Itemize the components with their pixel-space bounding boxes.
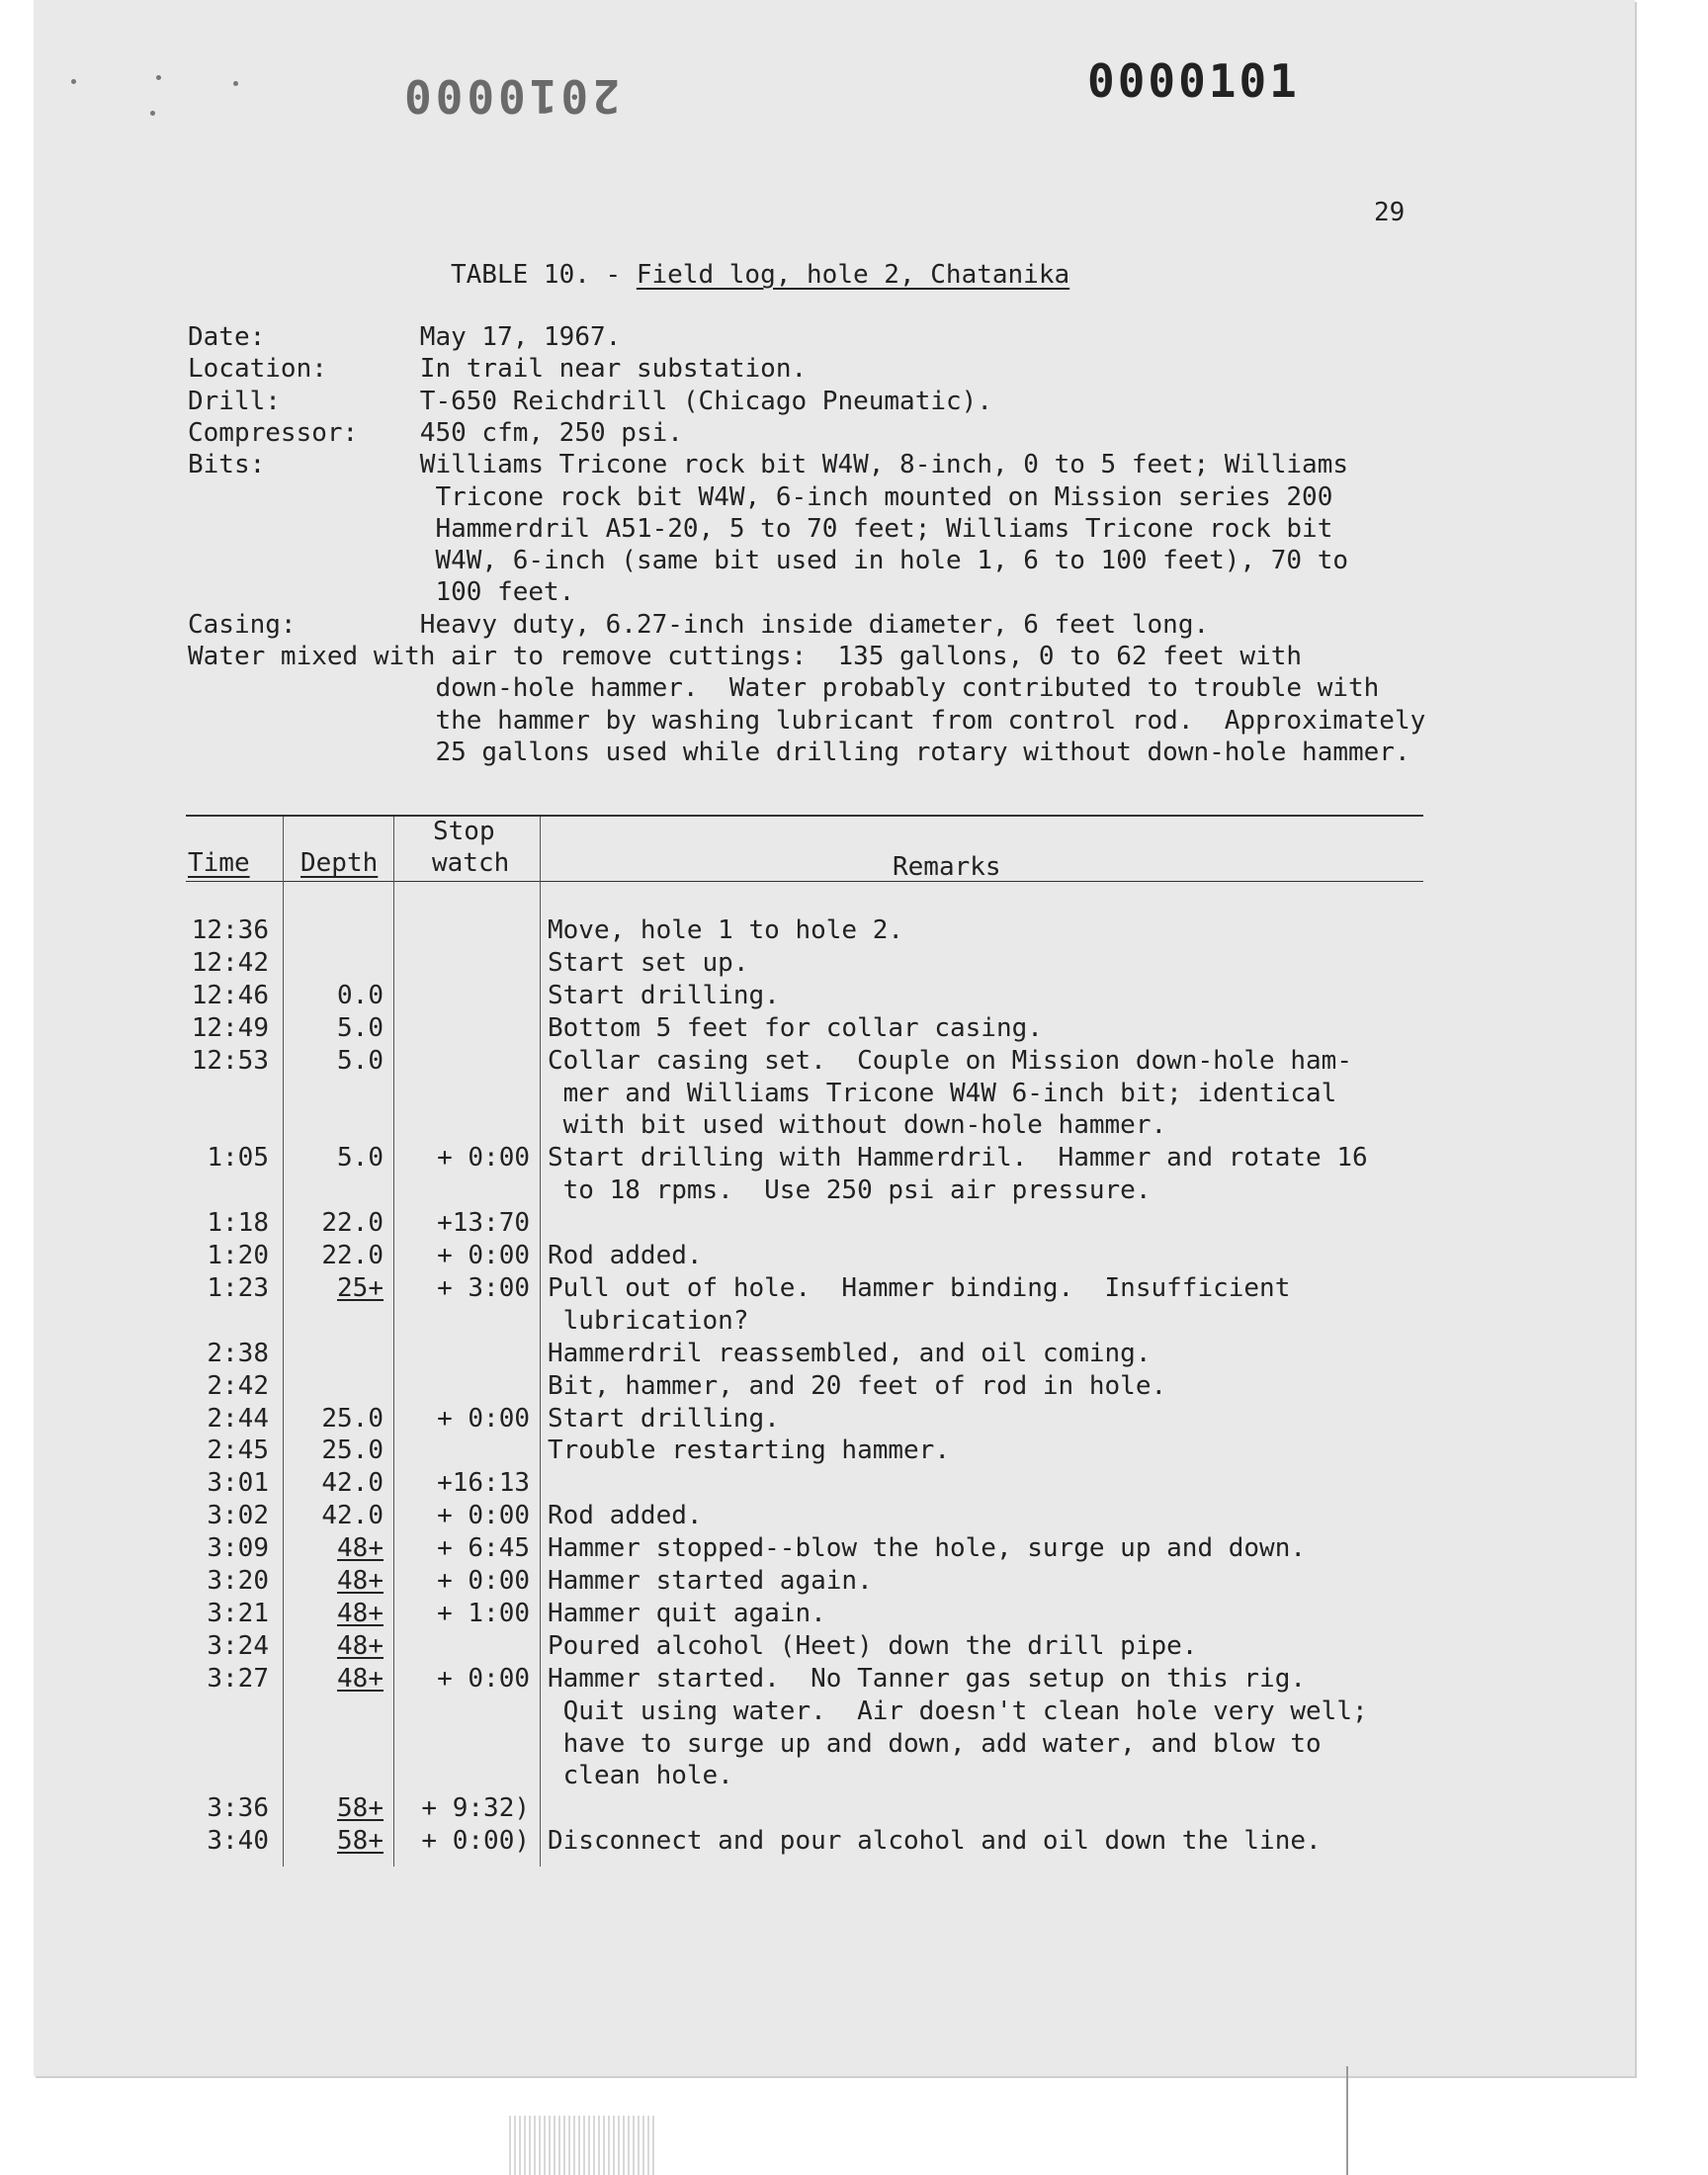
header-depth: Depth (300, 848, 379, 878)
time-cell: 1:18 (207, 1208, 269, 1239)
stopwatch-cell: +16:13 (437, 1468, 530, 1499)
header-line: W4W, 6-inch (same bit used in hole 1, 6 to 100 feet), 70 to (188, 546, 1348, 576)
time-cell: 1:23 (207, 1272, 269, 1303)
table-row (0, 1143, 1708, 1175)
remark-cell: Hammer started. No Tanner gas setup on this rig. (548, 1663, 1307, 1694)
table-title-prefix: TABLE 10. - (451, 260, 637, 290)
table-row (0, 1013, 1708, 1046)
header-line: down-hole hammer. Water probably contributed to trouble with (188, 673, 1380, 704)
table-row (0, 1793, 1708, 1826)
remark-cell: Bit, hammer, and 20 feet of rod in hole. (548, 1370, 1167, 1401)
time-cell: 3:20 (207, 1566, 269, 1596)
time-cell: 12:46 (191, 980, 269, 1010)
depth-cell: 0.0 (337, 980, 384, 1010)
page-number: 29 (1374, 198, 1406, 227)
remark-cell: Bottom 5 feet for collar casing. (548, 1012, 1043, 1043)
stopwatch-cell: + 9:32) (421, 1793, 530, 1824)
depth-cell: 5.0 (337, 1143, 384, 1174)
speck (156, 75, 161, 80)
time-cell: 3:24 (207, 1630, 269, 1661)
remark-cell: with bit used without down-hole hammer. (548, 1110, 1167, 1141)
header-line: 100 feet. (188, 577, 575, 608)
depth-cell: 25+ (337, 1272, 384, 1303)
stopwatch-cell: + 3:00 (437, 1272, 530, 1303)
table-row (0, 1664, 1708, 1696)
stopwatch-cell: + 0:00 (437, 1143, 530, 1174)
time-cell: 1:05 (207, 1143, 269, 1174)
header-line: Tricone rock bit W4W, 6-inch mounted on Mission series 200 (188, 481, 1333, 512)
header-line: 25 gallons used while drilling rotary without down-hole hammer. (188, 737, 1410, 767)
remark-cell: Poured alcohol (Heet) down the drill pipe. (548, 1630, 1198, 1661)
header-line: Compressor: 450 cfm, 250 psi. (188, 417, 683, 448)
table-row (0, 1729, 1708, 1762)
time-cell: 12:53 (191, 1045, 269, 1076)
table-row (0, 1468, 1708, 1501)
time-cell: 2:38 (207, 1338, 269, 1368)
document-number-stamp: 0000101 (1087, 54, 1300, 108)
stopwatch-cell: + 0:00 (437, 1566, 530, 1596)
header-time: Time (188, 848, 250, 878)
remark-cell: Rod added. (548, 1241, 703, 1270)
table-row (0, 1761, 1708, 1793)
time-cell: 12:49 (191, 1012, 269, 1043)
stopwatch-cell: +13:70 (437, 1208, 530, 1239)
remark-cell: Start drilling. (548, 980, 780, 1010)
header-line: Bits: Williams Tricone rock bit W4W, 8-inch, 0 to 5 feet; Williams (188, 450, 1348, 480)
remark-cell: Rod added. (548, 1501, 703, 1531)
table-title (451, 260, 1069, 290)
table-row (0, 1404, 1708, 1436)
table-row (0, 1079, 1708, 1111)
time-cell: 12:42 (191, 947, 269, 978)
header-line: Date: May 17, 1967. (188, 322, 622, 352)
remark-cell: Start drilling. (548, 1403, 780, 1434)
time-cell: 2:44 (207, 1403, 269, 1434)
table-row (0, 1826, 1708, 1859)
remark-cell: Hammerdril reassembled, and oil coming. (548, 1338, 1152, 1368)
time-cell: 1:20 (207, 1241, 269, 1270)
stopwatch-cell: + 0:00 (437, 1241, 530, 1270)
table-row (0, 948, 1708, 981)
table-row (0, 1306, 1708, 1339)
depth-cell: 58+ (337, 1793, 384, 1824)
header-line: Casing: Heavy duty, 6.27-inch inside diameter, 6 feet long. (188, 609, 1210, 640)
table-title-text: Field log, hole 2, Chatanika (636, 260, 1070, 290)
time-cell: 3:01 (207, 1468, 269, 1499)
depth-cell: 22.0 (321, 1208, 384, 1239)
depth-cell: 25.0 (321, 1436, 384, 1466)
depth-cell: 48+ (337, 1630, 384, 1661)
header-remarks: Remarks (893, 852, 1001, 882)
table-row (0, 1696, 1708, 1729)
header-line: the hammer by washing lubricant from control rod. Approximately (188, 705, 1426, 736)
remark-cell: Collar casing set. Couple on Mission down-hole ham- (548, 1045, 1352, 1076)
header-line: Location: In trail near substation. (188, 354, 808, 385)
table-row (0, 1599, 1708, 1631)
depth-cell: 5.0 (337, 1012, 384, 1043)
table-row (0, 1046, 1708, 1079)
scan-edge-line (1346, 2066, 1348, 2175)
depth-cell: 48+ (337, 1663, 384, 1694)
remark-cell: Hammer quit again. (548, 1598, 826, 1628)
depth-cell: 58+ (337, 1826, 384, 1857)
remark-cell: Quit using water. Air doesn't clean hole very well; (548, 1696, 1368, 1726)
table-row (0, 1371, 1708, 1404)
depth-cell: 48+ (337, 1598, 384, 1628)
table-row (0, 1566, 1708, 1599)
stopwatch-cell: + 0:00 (437, 1663, 530, 1694)
depth-cell: 42.0 (321, 1501, 384, 1531)
table-row (0, 1501, 1708, 1533)
table-row (0, 915, 1708, 948)
remark-cell: Start set up. (548, 947, 749, 978)
table-row (0, 1533, 1708, 1566)
table-row (0, 981, 1708, 1013)
stopwatch-cell: + 0:00 (437, 1403, 530, 1434)
depth-cell: 48+ (337, 1533, 384, 1564)
remark-cell: Disconnect and pour alcohol and oil down the line. (548, 1826, 1322, 1857)
mirrored-stamp: 2010000 (400, 69, 620, 123)
table-row (0, 1339, 1708, 1371)
speck (233, 81, 238, 86)
speck (150, 111, 155, 116)
depth-cell: 5.0 (337, 1045, 384, 1076)
table-row (0, 1175, 1708, 1208)
time-cell: 3:36 (207, 1793, 269, 1824)
remark-cell: Hammer stopped--blow the hole, surge up and down. (548, 1533, 1307, 1564)
depth-cell: 25.0 (321, 1403, 384, 1434)
remark-cell: mer and Williams Tricone W4W 6-inch bit; identical (548, 1078, 1337, 1108)
speck (71, 79, 76, 84)
remark-cell: have to surge up and down, add water, and blow to (548, 1728, 1322, 1759)
time-cell: 3:21 (207, 1598, 269, 1628)
remark-cell: to 18 rpms. Use 250 psi air pressure. (548, 1175, 1152, 1206)
remark-cell: lubrication? (548, 1305, 749, 1336)
header-line: Drill: T-650 Reichdrill (Chicago Pneumatic). (188, 386, 992, 416)
remark-cell: Start drilling with Hammerdril. Hammer and rotate 16 (548, 1143, 1368, 1174)
time-cell: 2:45 (207, 1436, 269, 1466)
table-row (0, 1208, 1708, 1241)
time-cell: 2:42 (207, 1370, 269, 1401)
header-stopwatch-bottom: watch (432, 848, 510, 878)
depth-cell: 48+ (337, 1566, 384, 1596)
stopwatch-cell: + 6:45 (437, 1533, 530, 1564)
time-cell: 3:02 (207, 1501, 269, 1531)
header-stopwatch-top: Stop (433, 817, 495, 846)
header-bottom-rule (186, 881, 1423, 882)
depth-cell: 42.0 (321, 1468, 384, 1499)
table-row (0, 1436, 1708, 1468)
remark-cell: Trouble restarting hammer. (548, 1436, 950, 1466)
remark-cell: Hammer started again. (548, 1566, 873, 1596)
remark-cell: Move, hole 1 to hole 2. (548, 915, 904, 945)
time-cell: 3:27 (207, 1663, 269, 1694)
table-row (0, 1631, 1708, 1664)
remark-cell: clean hole. (548, 1761, 733, 1791)
header-line: Water mixed with air to remove cuttings: 135 gallons, 0 to 62 feet with (188, 642, 1303, 671)
time-cell: 3:40 (207, 1826, 269, 1857)
scan-artifact (509, 2116, 657, 2175)
table-row (0, 1273, 1708, 1306)
header-line: Hammerdril A51-20, 5 to 70 feet; Williams Tricone rock bit (188, 513, 1333, 544)
remark-cell: Pull out of hole. Hammer binding. Insufficient (548, 1272, 1291, 1303)
stopwatch-cell: + 1:00 (437, 1598, 530, 1628)
time-cell: 12:36 (191, 915, 269, 945)
time-cell: 3:09 (207, 1533, 269, 1564)
table-top-rule (186, 815, 1423, 817)
table-row (0, 1241, 1708, 1273)
depth-cell: 22.0 (321, 1241, 384, 1270)
stopwatch-cell: + 0:00 (437, 1501, 530, 1531)
stopwatch-cell: + 0:00) (421, 1826, 530, 1857)
table-row (0, 1110, 1708, 1143)
